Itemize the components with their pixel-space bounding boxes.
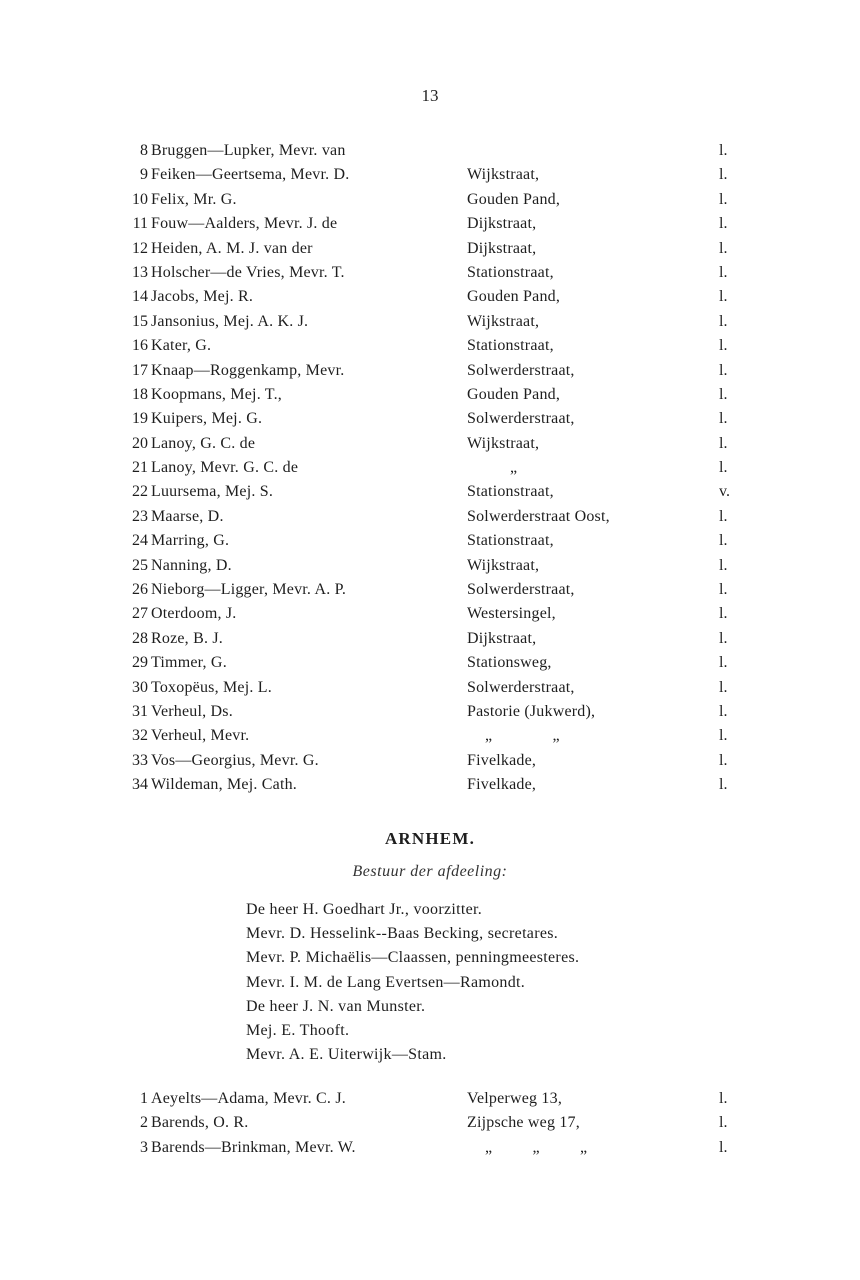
member-address: Solwerderstraat, xyxy=(467,410,575,428)
member-mark: l. xyxy=(719,727,728,745)
member-number: 9 xyxy=(140,166,148,184)
member-number: 8 xyxy=(140,142,148,159)
member-row xyxy=(0,749,860,773)
member-mark: l. xyxy=(719,605,728,623)
member-number: 11 xyxy=(132,215,148,233)
member-name: Holscher—de Vries, Mevr. T. xyxy=(151,263,345,281)
member-mark: v. xyxy=(719,483,730,501)
member-address: Stationstraat, xyxy=(467,483,554,501)
member-name: Roze, B. J. xyxy=(151,629,223,647)
member-address: „ „ xyxy=(485,727,560,745)
member-number: 13 xyxy=(132,263,148,281)
member-address: Wijkstraat, xyxy=(467,312,540,330)
member-address: Stationstraat, xyxy=(467,263,554,281)
member-mark: l. xyxy=(719,337,728,355)
member-row xyxy=(0,310,860,334)
member-row xyxy=(0,359,860,383)
member-number: 1 xyxy=(140,1090,148,1107)
member-name: Barends, O. R. xyxy=(151,1114,249,1132)
member-name: Lanoy, Mevr. G. C. de xyxy=(151,459,299,477)
member-mark: l. xyxy=(719,385,728,403)
member-number: 32 xyxy=(132,727,148,745)
member-name: Knaap—Roggenkamp, Mevr. xyxy=(151,361,345,379)
member-mark: l. xyxy=(719,1090,728,1107)
member-list-continued xyxy=(0,139,860,798)
member-mark: l. xyxy=(719,678,728,696)
member-name: Nanning, D. xyxy=(151,556,232,574)
member-number: 10 xyxy=(132,190,148,208)
member-name: Kuipers, Mej. G. xyxy=(151,410,263,428)
member-row xyxy=(0,163,860,187)
member-address: „ xyxy=(510,459,518,477)
member-row xyxy=(0,578,860,602)
member-mark: l. xyxy=(719,629,728,647)
board-member: Mevr. A. E. Uiterwijk—Stam. xyxy=(246,1046,447,1064)
member-name: Verheul, Ds. xyxy=(151,702,233,720)
member-mark: l. xyxy=(719,215,728,233)
member-address: Wijkstraat, xyxy=(467,556,540,574)
member-row xyxy=(0,627,860,651)
board-list xyxy=(246,898,579,1067)
member-row xyxy=(0,407,860,431)
member-row xyxy=(0,1111,860,1135)
member-mark: l. xyxy=(719,288,728,306)
member-row xyxy=(0,676,860,700)
member-row xyxy=(0,261,860,285)
member-name: Heiden, A. M. J. van der xyxy=(151,239,313,257)
member-mark: l. xyxy=(719,361,728,379)
member-number: 3 xyxy=(140,1138,148,1156)
member-name: Bruggen—Lupker, Mevr. van xyxy=(151,142,346,159)
member-mark: l. xyxy=(719,654,728,672)
member-address: Solwerderstraat, xyxy=(467,361,575,379)
member-row xyxy=(0,773,860,797)
member-mark: l. xyxy=(719,556,728,574)
member-number: 17 xyxy=(132,361,148,379)
member-address: Stationstraat, xyxy=(467,532,554,550)
member-mark: l. xyxy=(719,410,728,428)
member-number: 25 xyxy=(132,556,148,574)
member-row xyxy=(0,334,860,358)
member-row xyxy=(0,554,860,578)
member-address: Stationstraat, xyxy=(467,337,554,355)
member-address: Gouden Pand, xyxy=(467,190,561,208)
member-address: Solwerderstraat Oost, xyxy=(467,507,610,525)
member-row xyxy=(0,188,860,212)
member-address: Wijkstraat, xyxy=(467,434,540,452)
member-address: Pastorie (Jukwerd), xyxy=(467,702,596,720)
member-row xyxy=(0,700,860,724)
board-member: Mevr. D. Hesselink--Baas Becking, secretares. xyxy=(246,925,559,943)
member-mark: l. xyxy=(719,507,728,525)
member-number: 28 xyxy=(132,629,148,647)
member-name: Feiken—Geertsema, Mevr. D. xyxy=(151,166,350,184)
member-row xyxy=(0,237,860,261)
member-address: Velperweg 13, xyxy=(467,1090,563,1107)
member-row xyxy=(0,383,860,407)
section-heading: ARNHEM. xyxy=(384,829,476,848)
member-name: Koopmans, Mej. T., xyxy=(151,385,282,403)
member-row xyxy=(0,602,860,626)
member-number: 29 xyxy=(132,654,148,672)
member-name: Marring, G. xyxy=(151,532,230,550)
member-number: 26 xyxy=(132,581,148,599)
member-mark: l. xyxy=(719,1138,728,1156)
member-name: Wildeman, Mej. Cath. xyxy=(151,776,297,794)
member-number: 15 xyxy=(132,312,148,330)
member-address: Dijkstraat, xyxy=(467,239,537,257)
page-number: 13 xyxy=(421,86,439,105)
member-row xyxy=(0,212,860,236)
member-row xyxy=(0,432,860,456)
member-address: Stationsweg, xyxy=(467,654,552,672)
member-row xyxy=(0,651,860,675)
member-address: Solwerderstraat, xyxy=(467,581,575,599)
member-address: Dijkstraat, xyxy=(467,629,537,647)
member-mark: l. xyxy=(719,1114,728,1132)
member-number: 19 xyxy=(132,410,148,428)
member-mark: l. xyxy=(719,776,728,794)
member-row xyxy=(0,1136,860,1160)
member-number: 18 xyxy=(132,385,148,403)
member-row xyxy=(0,456,860,480)
member-address: Dijkstraat, xyxy=(467,215,537,233)
member-name: Luursema, Mej. S. xyxy=(151,483,274,501)
member-name: Jansonius, Mej. A. K. J. xyxy=(151,312,309,330)
member-mark: l. xyxy=(719,459,728,477)
board-member: Mevr. P. Michaëlis—Claassen, penningmeesteres. xyxy=(246,949,580,967)
member-name: Verheul, Mevr. xyxy=(151,727,250,745)
member-row xyxy=(0,529,860,553)
member-address: Gouden Pand, xyxy=(467,385,561,403)
member-number: 30 xyxy=(132,678,148,696)
member-mark: l. xyxy=(719,702,728,720)
member-list-arnhem xyxy=(0,1087,860,1160)
board-member: De heer H. Goedhart Jr., voorzitter. xyxy=(246,901,483,918)
member-address: Wijkstraat, xyxy=(467,166,540,184)
member-number: 2 xyxy=(140,1114,148,1132)
member-name: Maarse, D. xyxy=(151,507,224,525)
member-address: Fivelkade, xyxy=(467,751,537,769)
member-mark: l. xyxy=(719,312,728,330)
section-subheading: Bestuur der afdeeling: xyxy=(352,863,508,880)
member-row xyxy=(0,285,860,309)
member-mark: l. xyxy=(719,581,728,599)
member-name: Lanoy, G. C. de xyxy=(151,434,256,452)
member-number: 16 xyxy=(132,337,148,355)
member-name: Timmer, G. xyxy=(151,654,227,672)
member-mark: l. xyxy=(719,434,728,452)
member-address: Solwerderstraat, xyxy=(467,678,575,696)
board-member: Mej. E. Thooft. xyxy=(246,1022,350,1040)
member-mark: l. xyxy=(719,263,728,281)
member-row xyxy=(0,480,860,504)
member-number: 21 xyxy=(132,459,148,477)
member-row xyxy=(0,139,860,163)
member-mark: l. xyxy=(719,166,728,184)
member-address: Westersingel, xyxy=(467,605,556,623)
member-name: Toxopëus, Mej. L. xyxy=(151,678,272,696)
board-member: De heer J. N. van Munster. xyxy=(246,997,426,1015)
member-name: Kater, G. xyxy=(151,337,212,355)
member-row xyxy=(0,724,860,748)
member-number: 22 xyxy=(132,483,148,501)
member-name: Barends—Brinkman, Mevr. W. xyxy=(151,1138,356,1156)
member-number: 34 xyxy=(132,776,148,794)
member-name: Vos—Georgius, Mevr. G. xyxy=(151,751,319,769)
member-number: 20 xyxy=(132,434,148,452)
member-address: Zijpsche weg 17, xyxy=(467,1114,580,1132)
member-name: Felix, Mr. G. xyxy=(151,190,237,208)
member-row xyxy=(0,1087,860,1111)
member-mark: l. xyxy=(719,190,728,208)
member-address: Fivelkade, xyxy=(467,776,537,794)
member-name: Jacobs, Mej. R. xyxy=(151,288,254,306)
member-name: Aeyelts—Adama, Mevr. C. J. xyxy=(151,1090,346,1107)
member-number: 23 xyxy=(132,507,148,525)
member-number: 14 xyxy=(132,288,148,306)
member-name: Oterdoom, J. xyxy=(151,605,237,623)
member-mark: l. xyxy=(719,532,728,550)
member-number: 24 xyxy=(132,532,148,550)
board-member: Mevr. I. M. de Lang Evertsen—Ramondt. xyxy=(246,973,526,991)
member-number: 31 xyxy=(132,702,148,720)
member-number: 27 xyxy=(132,605,148,623)
member-number: 33 xyxy=(132,751,148,769)
member-mark: l. xyxy=(719,142,728,159)
member-row xyxy=(0,505,860,529)
member-address: Gouden Pand, xyxy=(467,288,561,306)
member-address: „ „ „ xyxy=(485,1138,588,1156)
member-name: Nieborg—Ligger, Mevr. A. P. xyxy=(151,581,347,599)
member-mark: l. xyxy=(719,751,728,769)
member-number: 12 xyxy=(132,239,148,257)
member-name: Fouw—Aalders, Mevr. J. de xyxy=(151,215,338,233)
member-mark: l. xyxy=(719,239,728,257)
